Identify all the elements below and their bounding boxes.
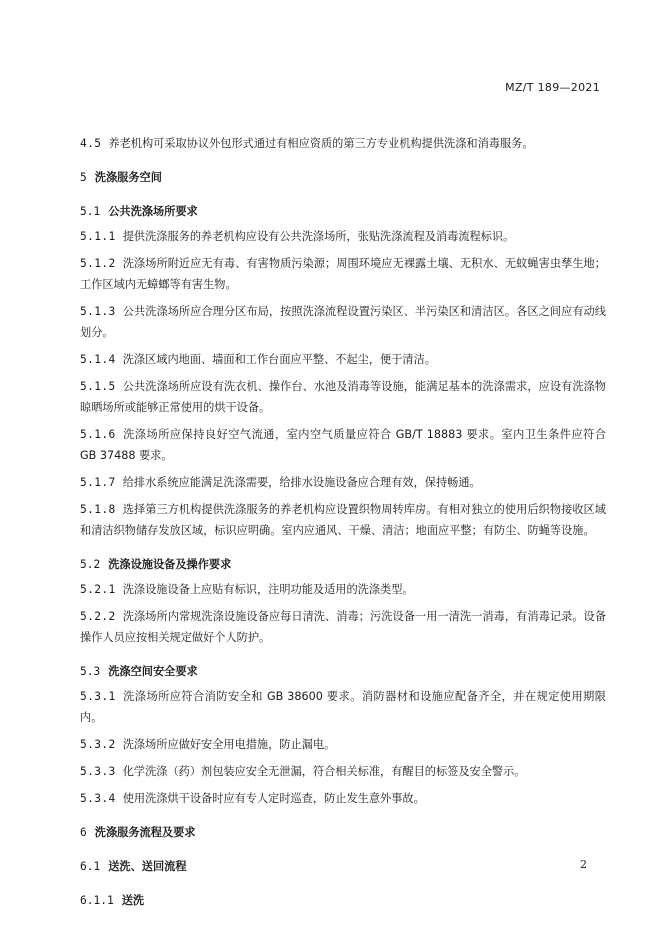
clause-number: 5.1.8 [80,503,116,516]
clause-paragraph [80,761,606,782]
clause-paragraph [80,606,606,648]
clause-paragraph [80,579,606,600]
clause-paragraph [80,424,606,466]
clause-text: 洗涤场所应做好安全用电措施，防止漏电。 [122,738,336,751]
clause-number: 5.3.1 [80,690,116,703]
clause-text: 选择第三方机构提供洗涤服务的养老机构应设置织物周转库房。有相对独立的使用后织物接收区域和清洁织物储存发放区域，标识应明确。室内应通风、干燥、清洁；地面应平整；有防尘、防蝇等设施。 [80,503,606,537]
section-heading [80,856,606,877]
section-title: 洗涤设施设备及操作要求 [108,558,232,571]
clause-number: 5.1.1 [80,230,116,243]
section-title: 洗涤服务流程及要求 [94,826,196,839]
section-heading [80,167,606,188]
section-title: 洗涤服务空间 [94,171,162,184]
clause-paragraph [80,226,606,247]
clause-number: 5.2.2 [80,610,116,623]
clause-text: 养老机构可采取协议外包形式通过有相应资质的第三方专业机构提供洗涤和消毒服务。 [108,137,534,150]
clause-paragraph [80,734,606,755]
clause-paragraph [80,253,606,295]
clause-number: 5.2.1 [80,583,116,596]
document-body [80,133,606,915]
clause-text: 洗涤场所应符合消防安全和 GB 38600 要求。消防器材和设施应配备齐全，并在规定使用期限内。 [80,690,606,724]
clause-paragraph [80,472,606,493]
section-heading [80,890,606,911]
clause-text: 给排水系统应能满足洗涤需要，给排水设施设备应合理有效，保持畅通。 [122,476,481,489]
clause-number: 5.3.2 [80,738,116,751]
page-number: 2 [580,858,587,871]
clause-number: 4.5 [80,137,102,150]
clause-text: 提供洗涤服务的养老机构应设有公共洗涤场所，张贴洗涤流程及消毒流程标识。 [122,230,515,243]
clause-number: 5.1.6 [80,428,116,441]
section-title: 公共洗涤场所要求 [108,205,198,218]
clause-number: 5.1.3 [80,305,116,318]
clause-text: 使用洗涤烘干设备时应有专人定时巡查，防止发生意外事故。 [122,792,425,805]
section-number: 5 [80,171,87,184]
clause-number: 5.1.5 [80,380,116,393]
clause-number: 5.3.3 [80,765,116,778]
page-header-standard-code: MZ/T 189—2021 [505,81,600,94]
clause-paragraph [80,301,606,343]
clause-number: 5.1.4 [80,353,116,366]
clause-paragraph [80,376,606,418]
section-number: 6.1 [80,860,101,873]
clause-text: 公共洗涤场所应合理分区布局，按照洗涤流程设置污染区、半污染区和清洁区。各区之间应有动线划分。 [80,305,606,339]
clause-paragraph [80,788,606,809]
clause-text: 洗涤设施设备上应贴有标识，注明功能及适用的洗涤类型。 [122,583,414,596]
clause-text: 洗涤区域内地面、墙面和工作台面应平整、不起尘，便于清洁。 [122,353,436,366]
clause-number: 5.1.2 [80,257,116,270]
section-number: 6 [80,826,87,839]
clause-paragraph [80,133,606,154]
section-number: 5.2 [80,558,101,571]
clause-text: 洗涤场所应保持良好空气流通，室内空气质量应符合 GB/T 18883 要求。室内卫生条件应符合 GB 37488 要求。 [80,428,606,462]
section-number: 6.1.1 [80,894,114,907]
section-title: 送洗 [121,894,145,907]
section-title: 送洗、送回流程 [108,860,187,873]
section-heading [80,822,606,843]
clause-paragraph [80,349,606,370]
clause-text: 洗涤场所内常规洗涤设施设备应每日清洗、消毒；污洗设备一用一清洗一消毒，有消毒记录。设备操作人员应按相关规定做好个人防护。 [80,610,606,644]
clause-text: 洗涤场所附近应无有毒、有害物质污染源；周围环境应无裸露土壤、无积水、无蚊蝇害虫孳生地；工作区域内无蟑螂等有害生物。 [80,257,606,291]
section-heading [80,554,606,575]
clause-number: 5.3.4 [80,792,116,805]
section-number: 5.3 [80,665,101,678]
section-heading [80,201,606,222]
section-title: 洗涤空间安全要求 [108,665,198,678]
clause-paragraph [80,499,606,541]
clause-paragraph [80,686,606,728]
clause-text: 公共洗涤场所应设有洗衣机、操作台、水池及消毒等设施，能满足基本的洗涤需求，应设有洗涤物晾晒场所或能够正常使用的烘干设备。 [80,380,606,414]
clause-text: 化学洗涤（药）剂包装应安全无泄漏，符合相关标准，有醒目的标签及安全警示。 [122,765,526,778]
section-heading [80,661,606,682]
clause-number: 5.1.7 [80,476,116,489]
section-number: 5.1 [80,205,101,218]
